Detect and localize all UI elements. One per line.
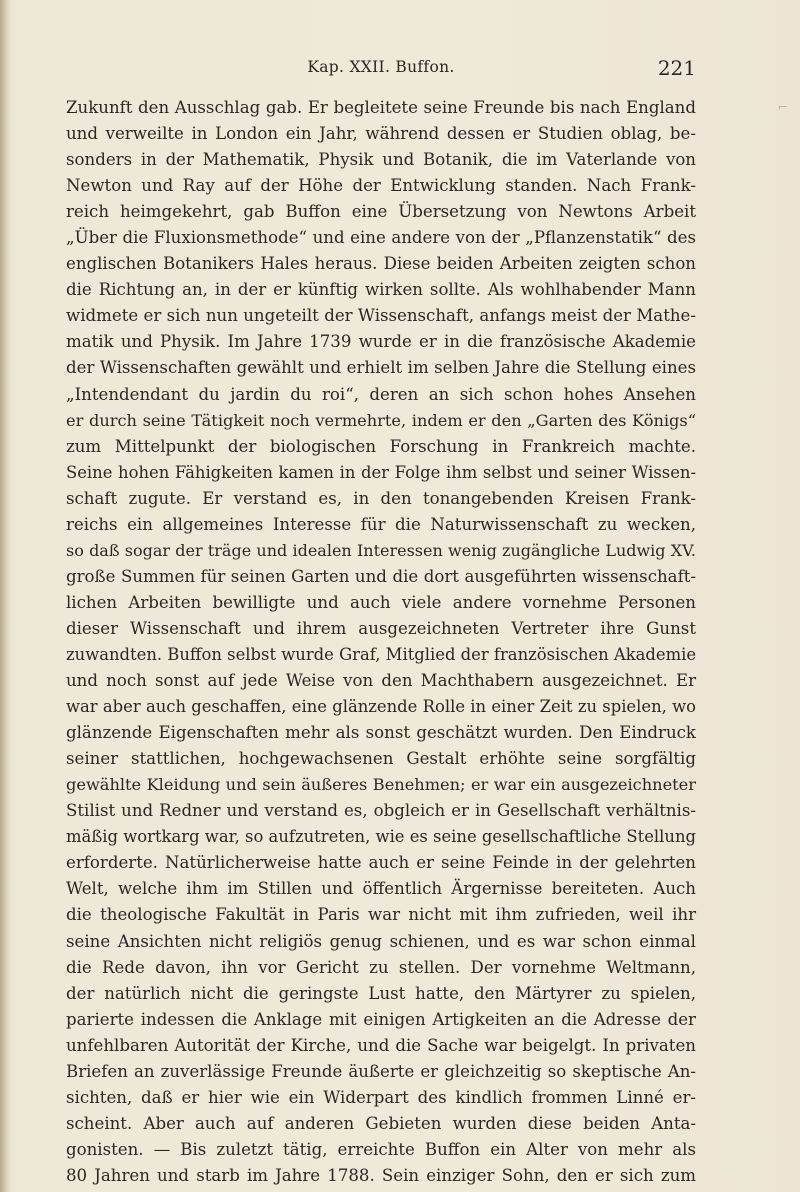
text-line: glänzende Eigenschaften mehr als sonst geschätzt wurden. Den Eindruck: [66, 723, 696, 743]
text-line: sichten, daß er hier wie ein Widerpart des kindlich frommen Linné er-: [66, 1087, 696, 1107]
text-line: große Summen für seinen Garten und die dort ausgeführten wissenschaft-: [66, 566, 696, 586]
text-line: seine Ansichten nicht religiös genug schienen, und es war schon einmal: [66, 931, 696, 951]
binding-shadow: [0, 0, 10, 1192]
text-line: Zukunft den Ausschlag gab. Er begleitete seine Freunde bis nach England: [66, 98, 696, 117]
text-line: gewählte Kleidung und sein äußeres Benehmen; er war ein ausgezeichneter: [66, 775, 696, 795]
text-line: 80 Jahren und starb im Jahre 1788. Sein einziger Sohn, den er sich zum: [66, 1165, 696, 1185]
text-line: parierte indessen die Anklage mit einigen Artigkeiten an die Adresse der: [66, 1009, 696, 1029]
text-line: unfehlbaren Autorität der Kirche, und die Sache war beigelgt. In privaten: [66, 1035, 696, 1055]
body-text: [66, 95, 696, 1189]
text-line: schaft zugute. Er verstand es, in den tonangebenden Kreisen Frank-: [66, 488, 696, 508]
text-line: scheint. Aber auch auf anderen Gebieten wurden diese beiden Anta-: [66, 1113, 696, 1133]
text-line: „Intendendant du jardin du roi“, deren an sich schon hohes Ansehen: [66, 384, 696, 404]
text-line: die Rede davon, ihn vor Gericht zu stellen. Der vornehme Weltmann,: [66, 957, 696, 977]
text-line: Welt, welche ihm im Stillen und öffentlich Ärgernisse bereiteten. Auch: [66, 879, 696, 899]
text-line: zuwandten. Buffon selbst wurde Graf, Mitglied der französischen Akademie: [66, 644, 697, 664]
text-line: sonders in der Mathematik, Physik und Botanik, die im Vaterlande von: [66, 150, 696, 170]
page-header: [66, 56, 696, 86]
text-line: Newton und Ray auf der Höhe der Entwicklung standen. Nach Frank-: [66, 176, 696, 196]
text-line: und verweilte in London ein Jahr, während dessen er Studien oblag, be-: [66, 124, 696, 144]
text-line: die theologische Fakultät in Paris war nicht mit ihm zufrieden, weil ihr: [66, 905, 696, 925]
text-line: zum Mittelpunkt der biologischen Forschung in Frankreich machte.: [66, 436, 696, 456]
page-number: 221: [657, 56, 696, 80]
text-line: so daß sogar der träge und idealen Interessen wenig zugängliche Ludwig XV.: [66, 540, 696, 560]
margin-mark-icon: ⌐: [778, 100, 789, 114]
text-line: seiner stattlichen, hochgewachsenen Gestalt erhöhte seine sorgfältig: [66, 749, 696, 769]
text-line: widmete er sich nun ungeteilt der Wissenschaft, anfangs meist der Mathe-: [66, 306, 696, 326]
text-line: reichs ein allgemeines Interesse für die Naturwissenschaft zu wecken,: [66, 514, 696, 534]
text-line: der Wissenschaften gewählt und erhielt im selben Jahre die Stellung eines: [66, 358, 696, 378]
text-line: matik und Physik. Im Jahre 1739 wurde er in die französische Akademie: [66, 332, 696, 352]
text-line: der natürlich nicht die geringste Lust hatte, den Märtyrer zu spielen,: [66, 983, 696, 1003]
text-line: dieser Wissenschaft und ihrem ausgezeichneten Vertreter ihre Gunst: [66, 618, 696, 638]
text-line: Seine hohen Fähigkeiten kamen in der Folge ihm selbst und seiner Wissen-: [66, 462, 696, 482]
text-line: war aber auch geschaffen, eine glänzende Rolle in einer Zeit zu spielen, wo: [66, 697, 696, 717]
text-line: Briefen an zuverlässige Freunde äußerte er gleichzeitig so skeptische An-: [66, 1061, 696, 1081]
running-head: Kap. XXII. Buffon.: [307, 58, 455, 76]
text-line: „Über die Fluxionsmethode“ und eine andere von der „Pflanzenstatik“ des: [66, 228, 696, 248]
text-line: er durch seine Tätigkeit noch vermehrte, indem er den „Garten des Königs“: [66, 410, 696, 430]
text-line: englischen Botanikers Hales heraus. Diese beiden Arbeiten zeigten schon: [66, 254, 696, 274]
text-line: lichen Arbeiten bewilligte und auch viele andere vornehme Personen: [66, 592, 696, 612]
text-line: erforderte. Natürlicherweise hatte auch er seine Feinde in der gelehrten: [66, 853, 696, 873]
text-line: Stilist und Redner und verstand es, obgleich er in Gesellschaft verhältnis-: [66, 801, 696, 821]
text-line: reich heimgekehrt, gab Buffon eine Übersetzung von Newtons Arbeit: [66, 202, 696, 222]
text-line: die Richtung an, in der er künftig wirken sollte. Als wohlhabender Mann: [66, 280, 696, 300]
text-line: und noch sonst auf jede Weise von den Machthabern ausgezeichnet. Er: [66, 671, 696, 691]
text-line: mäßig wortkarg war, so aufzutreten, wie es seine gesellschaftliche Stellung: [66, 827, 696, 847]
text-line: gonisten. — Bis zuletzt tätig, erreichte Buffon ein Alter von mehr als: [66, 1139, 696, 1159]
